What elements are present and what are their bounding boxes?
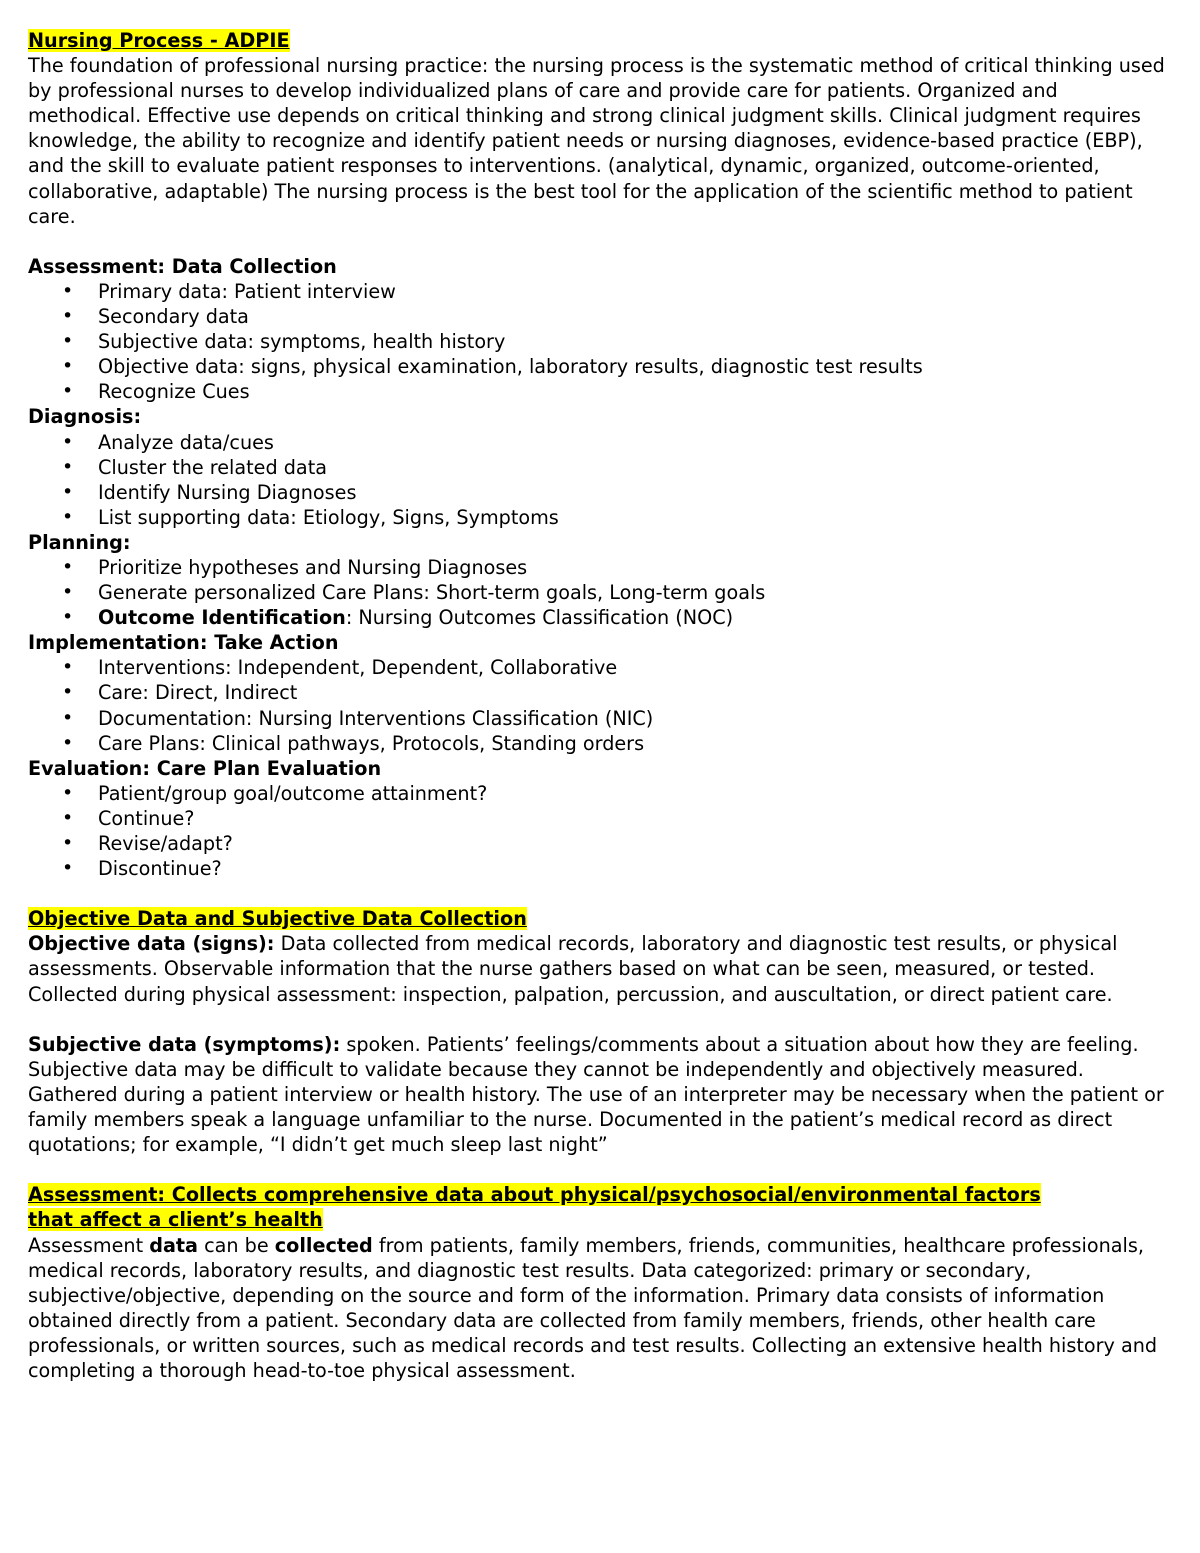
list-item: • Identify Nursing Diagnoses: [28, 480, 1170, 505]
subjective-label: Subjective data (symptoms):: [28, 1032, 341, 1056]
list-item: • Prioritize hypotheses and Nursing Diagnoses: [28, 555, 1170, 580]
implementation-list: [28, 655, 1170, 755]
list-item: • Cluster the related data: [28, 455, 1170, 480]
section-title-nursing-process: [28, 28, 1170, 53]
list-item: • Revise/adapt?: [28, 831, 1170, 856]
list-item: • Generate personalized Care Plans: Short-term goals, Long-term goals: [28, 580, 1170, 605]
list-item: • Objective data: signs, physical examination, laboratory results, diagnostic test results: [28, 354, 1170, 379]
outcome-label: Outcome Identification: [98, 606, 346, 630]
subjective-text: spoken. Patients’ feelings/comments about a situation about how they are feeling. Subjective data may be difficult to validate because they cannot be independently and objectively measured. Gathered during a patient interview or health history. The use of an interpreter may be necessary when the patient or family members speak a language unfamiliar to the nurse. Documented in the patient’s medical record as direct quotations; for example, “I didn’t get much sleep last night”: [28, 1032, 1164, 1157]
list-item: • Analyze data/cues: [28, 430, 1170, 455]
intro-paragraph: The foundation of professional nursing practice: the nursing process is the systematic method of critical thinking used by professional nurses to develop individualized plans of care and provide care for patients. Organized and methodical. Effective use depends on critical thinking and strong clinical judgment skills. Clinical judgment requires knowledge, the ability to recognize and identify patient needs or nursing diagnoses, evidence-based practice (EBP), and the skill to evaluate patient responses to interventions. (analytical, dynamic, organized, outcome-oriented, collaborative, adaptable) The nursing process is the best tool for the application of the scientific method to patient care.: [28, 54, 1165, 228]
outcome-text: : Nursing Outcomes Classification (NOC): [345, 606, 734, 630]
section-title-assessment-collects: [28, 1182, 1170, 1232]
spacer: [28, 881, 1170, 906]
spacer: [28, 1007, 1170, 1032]
diagnosis-heading: Diagnosis:: [28, 405, 142, 429]
section-title-text: Objective Data and Subjective Data Collection: [28, 907, 527, 931]
planning-list: [28, 555, 1170, 630]
list-item: • Interventions: Independent, Dependent, Collaborative: [28, 655, 1170, 680]
text-run: Assessment: [28, 1233, 150, 1257]
bold-data: data: [149, 1233, 199, 1257]
objective-label: Objective data (signs):: [28, 932, 275, 956]
list-item: • Care Plans: Clinical pathways, Protocols, Standing orders: [28, 731, 1170, 756]
list-item: • Discontinue?: [28, 856, 1170, 881]
list-item: • Secondary data: [28, 304, 1170, 329]
list-item: • List supporting data: Etiology, Signs, Symptoms: [28, 505, 1170, 530]
list-item: • Patient/group goal/outcome attainment?: [28, 781, 1170, 806]
text-run: from patients, family members, friends, communities, healthcare professionals, medical records, laboratory results, and diagnostic test results. Data categorized: primary or secondary, subjective/objective, depending on the source and form of the information. Primary data consists of information obtained directly from a patient. Secondary data are collected from family members, friends, other health care professionals, or written sources, such as medical records and test results. Collecting an extensive health history and completing a thorough head-to-toe physical assessment.: [28, 1233, 1158, 1382]
section-title-line1: Assessment: Collects comprehensive data about physical/psychosocial/environmental factors: [28, 1183, 1041, 1207]
list-item: • Documentation: Nursing Interventions Classification (NIC): [28, 706, 1170, 731]
diagnosis-list: [28, 430, 1170, 530]
list-item: • Primary data: Patient interview: [28, 279, 1170, 304]
list-item-outcome: [28, 605, 1170, 630]
evaluation-heading: Evaluation: Care Plan Evaluation: [28, 756, 382, 780]
assessment-heading: Assessment: Data Collection: [28, 254, 337, 278]
section-title-line2: that affect a client’s health: [28, 1208, 323, 1232]
list-item: • Continue?: [28, 806, 1170, 831]
bold-collected: collected: [274, 1233, 373, 1257]
section-title-text: Nursing Process - ADPIE: [28, 29, 290, 52]
implementation-heading: Implementation: Take Action: [28, 631, 339, 655]
spacer: [28, 1157, 1170, 1182]
text-run: can be: [198, 1233, 275, 1257]
subjective-paragraph: [28, 1032, 1170, 1157]
spacer: [28, 229, 1170, 254]
section-title-objective-subjective: [28, 906, 1170, 931]
list-item: • Subjective data: symptoms, health history: [28, 329, 1170, 354]
objective-paragraph: [28, 931, 1170, 1006]
assessment-paragraph: [28, 1233, 1170, 1384]
list-item: • Care: Direct, Indirect: [28, 680, 1170, 705]
evaluation-list: [28, 781, 1170, 881]
objective-text: Data collected from medical records, laboratory and diagnostic test results, or physical assessments. Observable information that the nurse gathers based on what can be seen, measured, or tested. Collected during physical assessment: inspection, palpation, percussion, and auscultation, or direct patient care.: [28, 932, 1118, 1006]
assessment-list: [28, 279, 1170, 404]
planning-heading: Planning:: [28, 530, 131, 554]
list-item: • Recognize Cues: [28, 379, 1170, 404]
